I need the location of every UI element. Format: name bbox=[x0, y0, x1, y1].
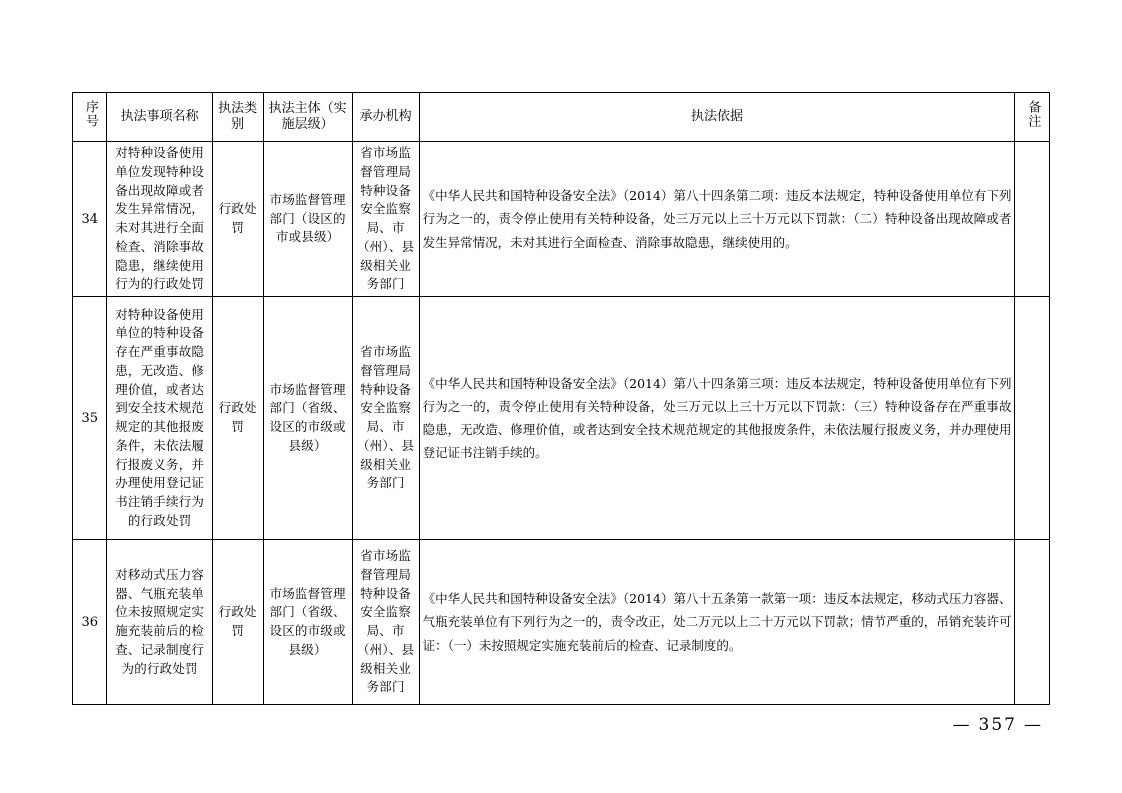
table-row bbox=[73, 142, 1050, 297]
page-number-value: 357 bbox=[978, 715, 1017, 735]
enforcement-items-table bbox=[72, 92, 1050, 705]
row-basis: 《中华人民共和国特种设备安全法》（2014）第八十四条第三项：违反本法规定，特种设备使用单位有下列行为之一的，责令停止使用有关特种设备，处三万元以上三十万元以下罚款：（三）特种设备存在严重事故隐患，无改造、修理价值，或者达到安全技术规范规定的其他报废条件，未依法履行报废义务，并办理使用登记证书注销手续的。 bbox=[419, 297, 1015, 540]
row-subject: 市场监督管理部门（省级、设区的市级或县级） bbox=[263, 540, 352, 705]
table-header-row bbox=[73, 93, 1050, 142]
page-number-prefix: — bbox=[952, 715, 972, 735]
column-header-sequence-label: 序号 bbox=[82, 100, 98, 129]
column-header-category: 执法类别 bbox=[212, 93, 263, 142]
column-header-remark-label: 备注 bbox=[1025, 100, 1041, 129]
column-header-item-name: 执法事项名称 bbox=[107, 93, 212, 142]
page-number bbox=[946, 715, 1050, 735]
row-category: 行政处罚 bbox=[212, 540, 263, 705]
row-sequence: 36 bbox=[73, 540, 107, 705]
row-category: 行政处罚 bbox=[212, 297, 263, 540]
column-header-subject: 执法主体（实施层级） bbox=[263, 93, 352, 142]
row-category: 行政处罚 bbox=[212, 142, 263, 297]
column-header-organization: 承办机构 bbox=[352, 93, 419, 142]
row-subject: 市场监督管理部门（省级、设区的市级或县级） bbox=[263, 297, 352, 540]
row-item-name: 对特种设备使用单位发现特种设备出现故障或者发生异常情况，未对其进行全面检查、消除事故隐患，继续使用行为的行政处罚 bbox=[107, 142, 212, 297]
row-basis: 《中华人民共和国特种设备安全法》（2014）第八十五条第一款第一项：违反本法规定，移动式压力容器、气瓶充装单位有下列行为之一的，责令改正，处二万元以上二十万元以下罚款；情节严重的，吊销充装许可证：（一）未按照规定实施充装前后的检查、记录制度的。 bbox=[419, 540, 1015, 705]
row-remark bbox=[1015, 142, 1050, 297]
row-subject: 市场监督管理部门（设区的市或县级） bbox=[263, 142, 352, 297]
row-sequence: 35 bbox=[73, 297, 107, 540]
column-header-sequence bbox=[73, 93, 107, 142]
row-remark bbox=[1015, 540, 1050, 705]
column-header-remark bbox=[1015, 93, 1050, 142]
page-number-suffix: — bbox=[1024, 715, 1043, 735]
row-organization: 省市场监督管理局特种设备安全监察局、市（州）、县级相关业务部门 bbox=[352, 540, 419, 705]
row-basis: 《中华人民共和国特种设备安全法》（2014）第八十四条第二项：违反本法规定，特种设备使用单位有下列行为之一的，责令停止使用有关特种设备，处三万元以上三十万元以下罚款：（二）特种设备出现故障或者发生异常情况，未对其进行全面检查、消除事故隐患，继续使用的。 bbox=[419, 142, 1015, 297]
row-sequence: 34 bbox=[73, 142, 107, 297]
table-row bbox=[73, 297, 1050, 540]
row-item-name: 对特种设备使用单位的特种设备存在严重事故隐患，无改造、修理价值，或者达到安全技术规范规定的其他报废条件，未依法履行报废义务，并办理使用登记证书注销手续行为的行政处罚 bbox=[107, 297, 212, 540]
column-header-basis: 执法依据 bbox=[419, 93, 1015, 142]
row-organization: 省市场监督管理局特种设备安全监察局、市（州）、县级相关业务部门 bbox=[352, 297, 419, 540]
table-row bbox=[73, 540, 1050, 705]
row-remark bbox=[1015, 297, 1050, 540]
row-item-name: 对移动式压力容器、气瓶充装单位未按照规定实施充装前后的检查、记录制度行为的行政处罚 bbox=[107, 540, 212, 705]
row-organization: 省市场监督管理局特种设备安全监察局、市（州）、县级相关业务部门 bbox=[352, 142, 419, 297]
